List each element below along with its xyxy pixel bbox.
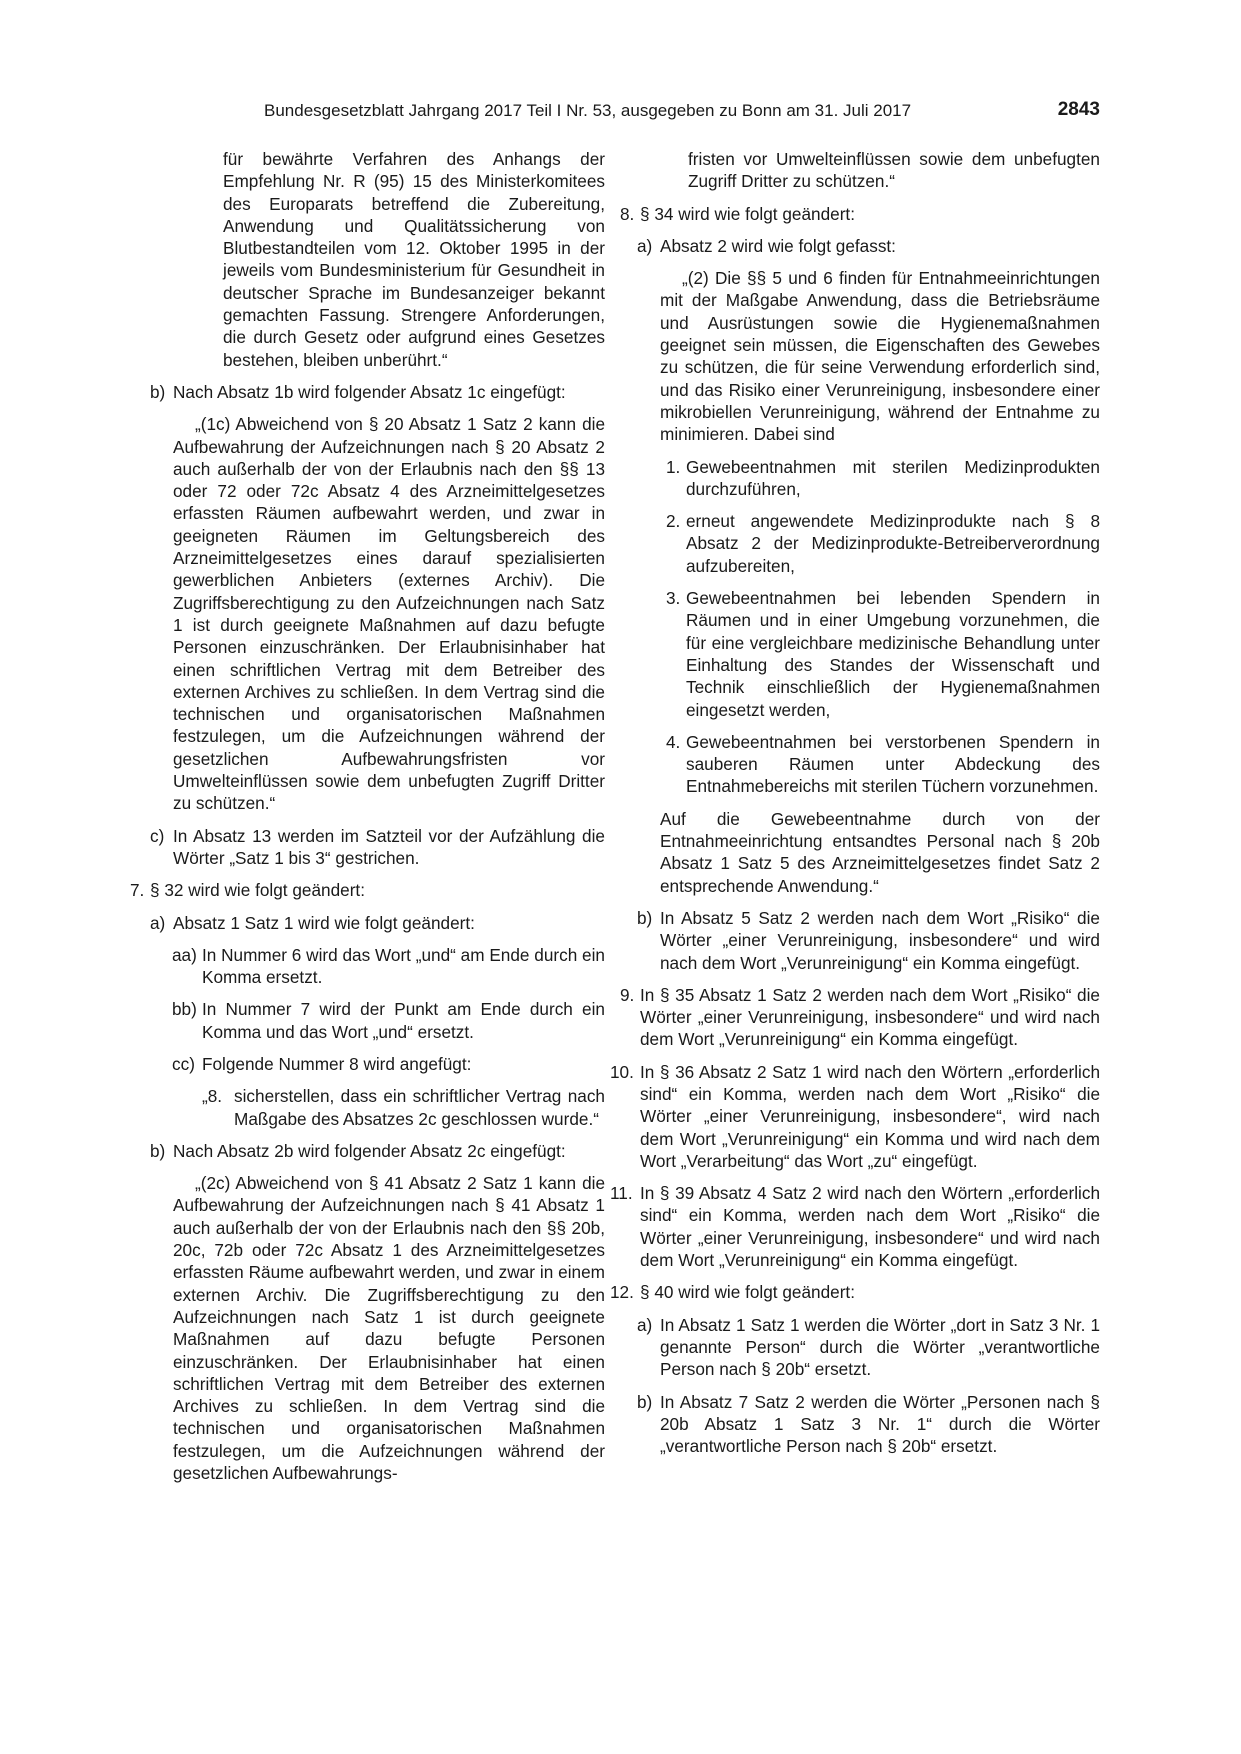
item-label: b): [637, 907, 653, 928]
quoted-paragraph-2c: „(2c) Abweichend von § 41 Absatz 2 Satz 1 kann die Aufbewahrung der Aufzeichnungen nach § 41 Absatz 1 auch außerhalb der von der Erlaubnis nach den §§ 20b, 20c, 72b oder 72c Absatz 1 des Arzneimittelgesetzes erfassten Räume aufbewahrt werden, und zwar in einem externen Archiv. Die Zugriffsberechtigung zu den Aufzeichnungen nach Satz 1 ist durch geeignete Maßnahmen auf dazu befugte Personen einzuschränken. Der Erlaubnisinhaber hat einen schriftlichen Vertrag mit dem Betreiber des externen Archives zu schließen. In dem Vertrag sind die technischen und organisatorischen Maßnahmen festzulegen, um die Aufzeichnungen während der gesetzlichen Aufbewahrungs-: [173, 1173, 605, 1484]
item-label: 8.: [620, 203, 635, 224]
list-item-a12: [637, 1314, 1100, 1381]
item-label: b): [637, 1391, 653, 1412]
running-header: Bundesgesetzblatt Jahrgang 2017 Teil I Nr. 53, ausgegeben zu Bonn am 31. Juli 2017: [264, 101, 912, 120]
item-text: Gewebeentnahmen bei lebenden Spendern in Räumen und in einer Umgebung vorzunehmen, die für eine vergleichbare medizinische Behandlung unter Einhaltung des Standes der Wissenschaft und Technik einschließlich der Hygienemaßnahmen eingesetzt werden,: [686, 588, 1100, 720]
item-text: Gewebeentnahmen bei verstorbenen Spendern in sauberen Räumen unter Abdeckung des Entnahmebereichs mit sterilen Tüchern vorzunehmen.: [686, 731, 1100, 797]
item-text: In Absatz 7 Satz 2 werden die Wörter „Personen nach § 20b Absatz 1 Satz 3 Nr. 1“ durch die Wörter „verantwortliche Person nach § 20b“ ersetzt.: [660, 1391, 1100, 1457]
list-item-aa: [150, 944, 605, 989]
item-text: In Nummer 7 wird der Punkt am Ende durch ein Komma und das Wort „und“ ersetzt.: [202, 999, 605, 1042]
list-item-a: [150, 912, 605, 934]
item-label: 12.: [610, 1282, 634, 1303]
list-item-b12: [637, 1391, 1100, 1458]
quoted-paragraph-2: „(2) Die §§ 5 und 6 finden für Entnahmeeinrichtungen mit der Maßgabe Anwendung, dass die Betriebsräume und Ausrüstungen sowie die Hygienemaßnahmen geeignet sein müssen, die Eigenschaften des Gewebes zu schützen, die für seine Verwendung erforderlich sind, und das Risiko einer Verunreinigung, insbesondere einer mikrobiellen Verunreinigung, während der Entnahme zu minimieren. Dabei sind: [660, 268, 1100, 445]
item-text: erneut angewendete Medizinprodukte nach § 8 Absatz 2 der Medizinprodukte-Betreiberverordnung aufzubereiten,: [686, 511, 1100, 576]
item-text: In § 39 Absatz 4 Satz 2 wird nach den Wörtern „erforderlich sind“ ein Komma, werden nach dem Wort „Risiko“ die Wörter „einer Verunreinigung, insbesondere“ und wird nach dem Wort „Verunreinigung“ ein Komma eingefügt.: [640, 1183, 1100, 1271]
item-text: § 32 wird wie folgt geändert:: [150, 880, 365, 901]
item-text: In § 36 Absatz 2 Satz 1 wird nach den Wörtern „erforderlich sind“ ein Komma, werden nach dem Wort „Risiko“ die Wörter „einer Verunreinigung, insbesondere“, wird nach dem Wort „Verunreinigung“ ein Komma und wird nach dem Wort „Verarbeitung“ das Wort „zu“ eingefügt.: [640, 1061, 1100, 1171]
item-text: Gewebeentnahmen mit sterilen Medizinprodukten durchzuführen,: [686, 456, 1100, 499]
list-item-cc: [150, 1053, 605, 1075]
item-label: a): [150, 912, 166, 933]
list-item-a: [637, 235, 1100, 257]
item-label: c): [150, 825, 165, 846]
list-item-3: [640, 587, 1100, 721]
right-column: [610, 148, 1100, 1457]
item-label: 11.: [610, 1183, 633, 1204]
item-label: 2.: [666, 511, 681, 532]
item-label: a): [637, 1314, 653, 1335]
list-item-2: [640, 510, 1100, 577]
item-label: 9.: [620, 984, 635, 1005]
item-text: In Absatz 13 werden im Satzteil vor der Aufzählung die Wörter „Satz 1 bis 3“ gestrichen.: [173, 825, 605, 868]
item-text: Folgende Nummer 8 wird angefügt:: [202, 1053, 472, 1074]
item-label: 10.: [610, 1061, 634, 1082]
item-text: Nach Absatz 2b wird folgender Absatz 2c eingefügt:: [173, 1140, 566, 1161]
item-label: b): [150, 381, 166, 402]
quoted-paragraph-1c: „(1c) Abweichend von § 20 Absatz 1 Satz 2 kann die Aufbewahrung der Aufzeichnungen nach § 20 Absatz 2 auch außerhalb der von der Erlaubnis nach den §§ 13 oder 72 oder 72c Absatz 4 des Arzneimittelgesetzes erfassten Räumen aufbewahrt werden, und zwar in geeigneten Räumen im Geltungsbereich des Arzneimittelgesetzes eines darauf spezialisierten gewerblichen Anbieters (externes Archiv). Die Zugriffsberechtigung zu den Aufzeichnungen nach Satz 1 ist durch geeignete Maßnahmen auf dazu befugte Personen einzuschränken. Der Erlaubnisinhaber hat einen schriftlichen Vertrag mit dem Betreiber des externen Archives zu schließen. In dem Vertrag sind die technischen und organisatorischen Maßnahmen festzulegen, um die Aufzeichnungen während der gesetzlichen Aufbewahrungsfristen vor Umwelteinflüssen sowie dem unbefugten Zugriff Dritter zu schützen.“: [173, 414, 605, 814]
item-text: In Absatz 1 Satz 1 werden die Wörter „dort in Satz 3 Nr. 1 genannte Person“ durch die Wörter „verantwortliche Person nach § 20b“ ersetzt.: [660, 1314, 1100, 1380]
item-text: In Nummer 6 wird das Wort „und“ am Ende durch ein Komma ersetzt.: [202, 944, 605, 988]
item-text: In § 35 Absatz 1 Satz 2 werden nach dem Wort „Risiko“ die Wörter „einer Verunreinigung, insbesondere“ und wird nach dem Wort „Verunreinigung“ ein Komma eingefügt.: [640, 984, 1100, 1050]
list-item-11: [610, 1182, 1100, 1271]
list-item-c: [150, 825, 605, 870]
item-label: „8.: [202, 1086, 223, 1107]
list-item-10: [610, 1061, 1100, 1172]
item-label: 3.: [666, 588, 681, 609]
continued-paragraph: fristen vor Umwelteinflüssen sowie dem unbefugten Zugriff Dritter zu schützen.“: [688, 149, 1100, 192]
item-text: § 40 wird wie folgt geändert:: [640, 1282, 855, 1303]
list-item-12: [610, 1281, 1100, 1303]
item-text: Absatz 1 Satz 1 wird wie folgt geändert:: [173, 912, 475, 933]
item-label: aa): [172, 944, 197, 965]
item-label: a): [637, 235, 653, 256]
item-text: § 34 wird wie folgt geändert:: [640, 203, 855, 224]
page-header: [264, 99, 1100, 125]
list-item-b: [150, 381, 605, 403]
item-label: 1.: [666, 456, 681, 477]
list-item-4: [640, 731, 1100, 798]
list-item-bb: [150, 998, 605, 1043]
closing-paragraph: Auf die Gewebeentnahme durch von der Entnahmeeinrichtung entsandtes Personal nach § 20b Absatz 1 Satz 5 des Arzneimittelgesetzes findet Satz 2 entsprechende Anwendung.“: [660, 808, 1100, 896]
page-number: 2843: [1057, 99, 1100, 120]
list-item-9: [620, 984, 1100, 1051]
continued-paragraph: für bewährte Verfahren des Anhangs der Empfehlung Nr. R (95) 15 des Ministerkomitees des Europarats betreffend die Zubereitung, Anwendung und Qualitätssicherung von Blutbestandteilen vom 12. Oktober 1995 in der jeweils vom Bundesministerium für Gesundheit in deutscher Sprache im Bundesanzeiger bekannt gemachten Fassung. Strengere Anforderungen, die durch Gesetz oder aufgrund eines Gesetzes bestehen, bleiben unberührt.“: [223, 149, 605, 370]
item-text: sicherstellen, dass ein schriftlicher Vertrag nach Maßgabe des Absatzes 2c geschlossen wurde.“: [234, 1086, 605, 1129]
item-text: In Absatz 5 Satz 2 werden nach dem Wort „Risiko“ die Wörter „einer Verunreinigung, insbesondere“ und wird nach dem Wort „Verunreinigung“ ein Komma eingefügt.: [660, 907, 1100, 973]
list-item-8: [620, 203, 1100, 225]
item-text: Nach Absatz 1b wird folgender Absatz 1c eingefügt:: [173, 381, 566, 402]
list-item-b2: [150, 1140, 605, 1162]
list-item-1: [640, 456, 1100, 501]
item-label: 7.: [130, 880, 145, 901]
item-label: bb): [172, 999, 197, 1020]
left-column: [130, 148, 605, 1484]
item-label: 4.: [666, 731, 681, 752]
quoted-item-8: [150, 1085, 605, 1130]
list-item-b: [637, 907, 1100, 974]
item-label: b): [150, 1140, 166, 1161]
item-text: Absatz 2 wird wie folgt gefasst:: [660, 235, 896, 256]
list-item-7: [130, 879, 605, 901]
item-label: cc): [172, 1053, 195, 1074]
